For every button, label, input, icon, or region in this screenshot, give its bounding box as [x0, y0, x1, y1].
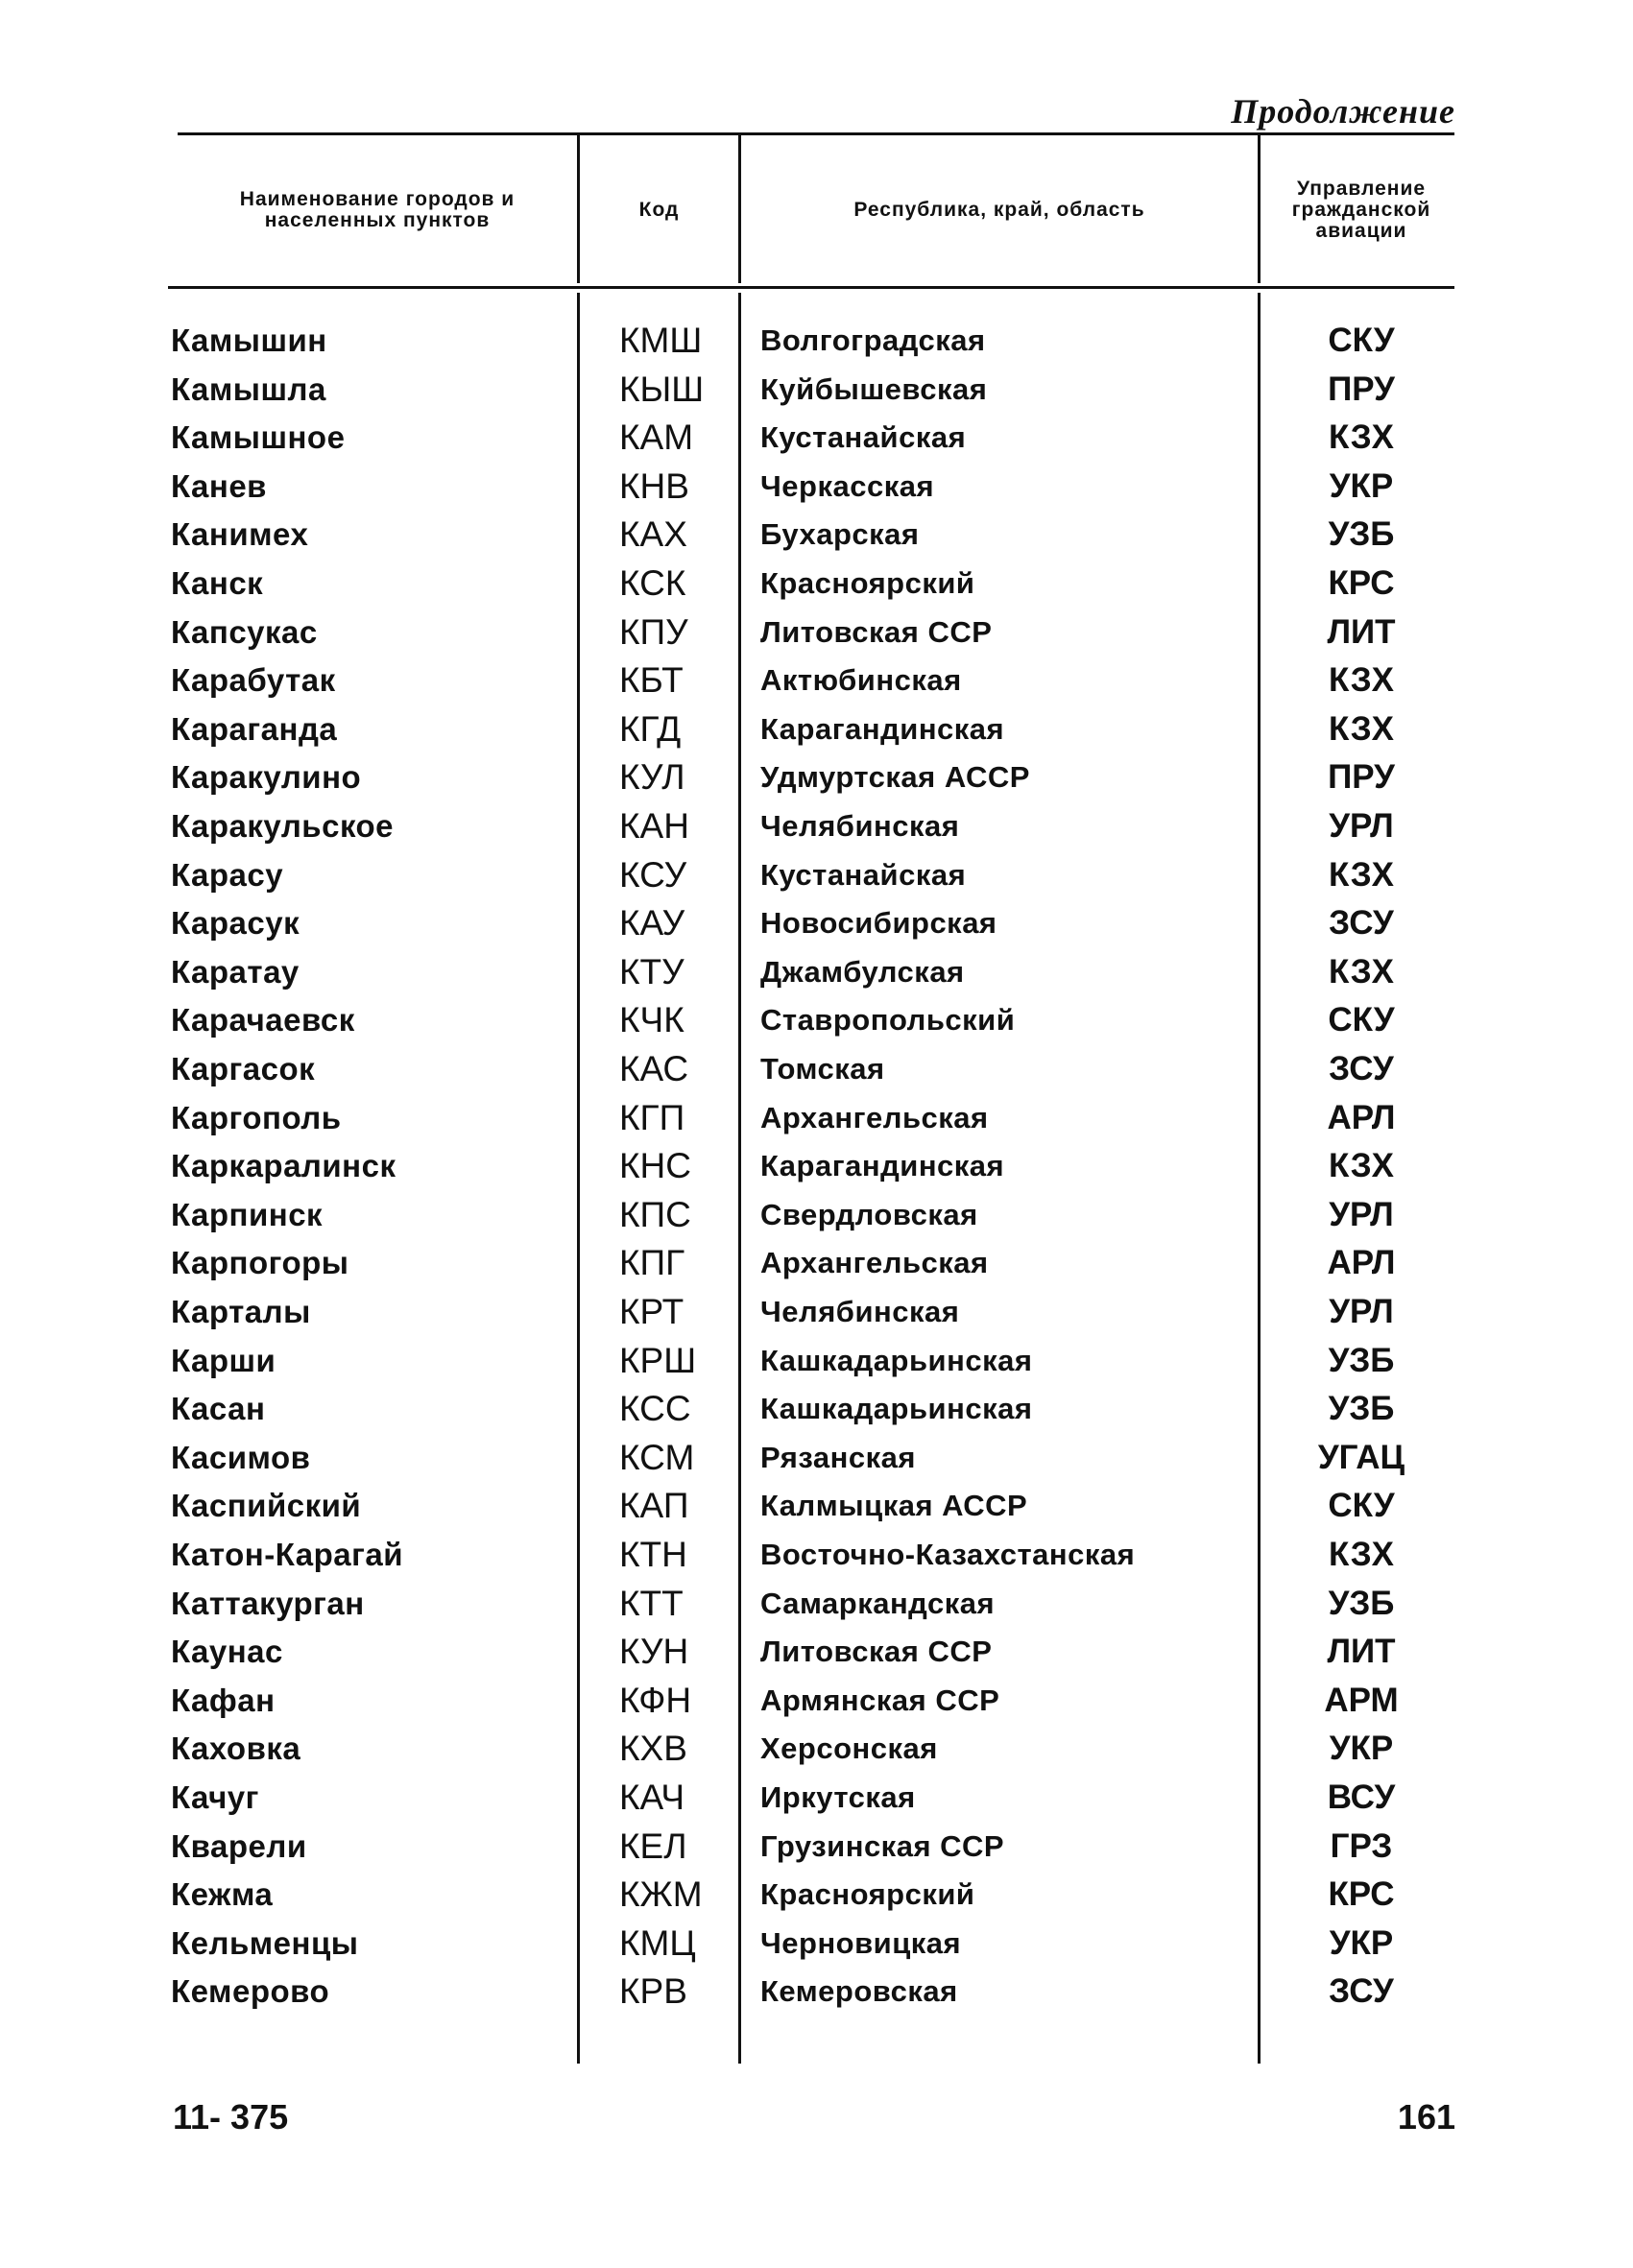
city-code: КСС — [619, 1389, 691, 1428]
aviation-directorate: КЗХ — [1329, 1536, 1394, 1573]
city-name: Канимех — [171, 516, 309, 552]
table-row — [0, 1434, 1633, 1482]
aviation-directorate: ПРУ — [1328, 370, 1395, 408]
city-code: КАС — [619, 1049, 689, 1088]
aviation-directorate: УЗБ — [1328, 1585, 1395, 1622]
region-name: Кашкадарьинская — [760, 1392, 1033, 1425]
region-name: Ставропольский — [760, 1003, 1016, 1037]
city-code: КТН — [619, 1535, 687, 1574]
city-name: Каратау — [171, 954, 300, 990]
city-code: КАП — [619, 1486, 689, 1525]
table-row — [0, 996, 1633, 1044]
city-code: КГП — [619, 1098, 685, 1137]
city-name: Кемерово — [171, 1973, 330, 2009]
aviation-directorate: КЗХ — [1329, 710, 1394, 748]
region-name: Армянская ССР — [760, 1683, 1000, 1717]
table-row — [0, 948, 1633, 996]
aviation-directorate: СКУ — [1328, 322, 1395, 359]
table-row — [0, 1045, 1633, 1093]
city-code: КЖМ — [619, 1874, 703, 1914]
column-divider — [1258, 134, 1261, 283]
city-code: КФН — [619, 1681, 692, 1720]
header-rule — [168, 286, 1454, 289]
aviation-directorate: УРЛ — [1329, 1293, 1394, 1330]
table-row — [0, 560, 1633, 608]
region-name: Кустанайская — [760, 858, 967, 892]
table-row — [0, 609, 1633, 657]
city-name: Каттакурган — [171, 1586, 365, 1621]
table-row — [0, 1482, 1633, 1530]
region-name: Архангельская — [760, 1101, 989, 1134]
header-col-name: Наименование городов и населенных пунктов — [239, 188, 516, 231]
region-name: Челябинская — [760, 809, 960, 843]
aviation-directorate: УЗБ — [1328, 515, 1395, 553]
table-row — [0, 366, 1633, 414]
city-name: Каунас — [171, 1634, 283, 1669]
table-row — [0, 1920, 1633, 1968]
region-name: Херсонская — [760, 1731, 938, 1765]
table-row — [0, 1774, 1633, 1822]
city-code: КТТ — [619, 1584, 684, 1623]
region-name: Удмуртская АССР — [760, 760, 1030, 794]
aviation-directorate: АРЛ — [1327, 1099, 1396, 1136]
region-name: Восточно-Казахстанская — [760, 1538, 1136, 1571]
city-name: Каракульское — [171, 808, 395, 844]
city-name: Каргасок — [171, 1051, 316, 1086]
region-name: Грузинская ССР — [760, 1829, 1005, 1863]
city-name: Катон-Карагай — [171, 1537, 403, 1572]
column-divider — [738, 134, 741, 283]
region-name: Кемеровская — [760, 1974, 958, 2008]
city-code: КПГ — [619, 1243, 685, 1282]
aviation-directorate: КРС — [1328, 564, 1395, 602]
city-name: Карасу — [171, 857, 284, 893]
table-row — [0, 1871, 1633, 1919]
aviation-directorate: КЗХ — [1329, 953, 1394, 991]
aviation-directorate: АРЛ — [1327, 1244, 1396, 1281]
city-name: Карасук — [171, 905, 300, 941]
region-name: Литовская ССР — [760, 615, 993, 649]
table-row — [0, 414, 1633, 462]
city-name: Каргополь — [171, 1100, 342, 1135]
city-code: КЧК — [619, 1000, 684, 1039]
city-name: Капсукас — [171, 614, 318, 650]
header-col-code: Код — [638, 199, 680, 221]
region-name: Бухарская — [760, 517, 920, 551]
city-code: КАН — [619, 806, 689, 846]
table-row — [0, 1968, 1633, 2016]
city-name: Карпогоры — [171, 1245, 349, 1280]
region-name: Челябинская — [760, 1295, 960, 1328]
aviation-directorate: СКУ — [1328, 1001, 1395, 1039]
table-row — [0, 1580, 1633, 1628]
aviation-directorate: КЗХ — [1329, 1147, 1394, 1184]
aviation-directorate: ПРУ — [1328, 758, 1395, 796]
region-name: Волгоградская — [760, 323, 986, 357]
region-name: Джамбулская — [760, 955, 965, 989]
region-name: Кустанайская — [760, 420, 967, 454]
city-name: Канск — [171, 565, 264, 601]
region-name: Красноярский — [760, 566, 975, 600]
city-code: КРВ — [619, 1971, 687, 2011]
city-code: КЕЛ — [619, 1826, 687, 1866]
city-name: Камышин — [171, 322, 327, 358]
continuation-label: Продолжение — [1231, 92, 1455, 131]
city-code: КРТ — [619, 1292, 684, 1331]
region-name: Калмыцкая АССР — [760, 1489, 1028, 1522]
region-name: Черкасская — [760, 469, 935, 503]
city-code: КБТ — [619, 660, 684, 700]
table-row — [0, 1531, 1633, 1579]
aviation-directorate: ЗСУ — [1329, 1972, 1394, 2010]
table-row — [0, 463, 1633, 511]
city-name: Караганда — [171, 711, 338, 747]
aviation-directorate: ЛИТ — [1327, 1633, 1396, 1670]
region-name: Свердловская — [760, 1198, 978, 1231]
region-name: Красноярский — [760, 1877, 975, 1911]
aviation-directorate: СКУ — [1328, 1487, 1395, 1524]
city-name: Каракулино — [171, 759, 362, 795]
aviation-directorate: УРЛ — [1329, 1196, 1394, 1233]
aviation-directorate: УКР — [1329, 1924, 1394, 1962]
table-row — [0, 1142, 1633, 1190]
table-row — [0, 511, 1633, 559]
city-name: Касимов — [171, 1440, 311, 1475]
city-name: Кафан — [171, 1683, 276, 1718]
region-name: Иркутская — [760, 1780, 916, 1814]
city-name: Касан — [171, 1391, 266, 1426]
table-row — [0, 1385, 1633, 1433]
table-row — [0, 1288, 1633, 1336]
city-name: Карачаевск — [171, 1002, 355, 1038]
aviation-directorate: УГАЦ — [1317, 1439, 1405, 1476]
aviation-directorate: ЗСУ — [1329, 1050, 1394, 1087]
region-name: Карагандинская — [760, 712, 1005, 746]
region-name: Карагандинская — [760, 1149, 1005, 1182]
city-code: КАЧ — [619, 1778, 685, 1817]
city-code: КЫШ — [619, 370, 705, 409]
city-code: КПУ — [619, 612, 688, 652]
table-row — [0, 317, 1633, 365]
table-row — [0, 851, 1633, 899]
city-name: Камышное — [171, 419, 346, 455]
aviation-directorate: УКР — [1329, 467, 1394, 505]
column-divider — [577, 134, 580, 283]
city-name: Кварели — [171, 1828, 307, 1864]
aviation-directorate: КЗХ — [1329, 856, 1394, 894]
header-col-region: Республика, край, область — [853, 199, 1145, 221]
city-code: КПС — [619, 1195, 691, 1234]
city-name: Карталы — [171, 1294, 311, 1329]
city-name: Карабутак — [171, 662, 336, 698]
region-name: Томская — [760, 1052, 885, 1086]
city-code: КМШ — [619, 321, 703, 360]
city-code: КАХ — [619, 514, 687, 554]
city-name: Каркаралинск — [171, 1148, 396, 1183]
table-row — [0, 1628, 1633, 1676]
region-name: Черновицкая — [760, 1926, 962, 1960]
table-row — [0, 1823, 1633, 1871]
city-code: КСУ — [619, 855, 687, 895]
city-code: КХВ — [619, 1729, 687, 1768]
region-name: Архангельская — [760, 1246, 989, 1279]
aviation-directorate: ЛИТ — [1327, 613, 1396, 651]
city-name: Каховка — [171, 1731, 301, 1766]
region-name: Актюбинская — [760, 663, 962, 697]
table-row — [0, 802, 1633, 850]
city-code: КУЛ — [619, 757, 685, 797]
aviation-directorate: ЗСУ — [1329, 904, 1394, 942]
table-row — [0, 657, 1633, 704]
city-code: КСМ — [619, 1438, 695, 1477]
table-row — [0, 1239, 1633, 1287]
city-code: КМЦ — [619, 1923, 696, 1963]
city-code: КРШ — [619, 1341, 697, 1380]
aviation-directorate: ВСУ — [1327, 1779, 1396, 1816]
aviation-directorate: ГРЗ — [1330, 1827, 1393, 1865]
region-name: Рязанская — [760, 1441, 916, 1474]
table-row — [0, 705, 1633, 753]
city-code: КНВ — [619, 466, 689, 506]
city-code: КГД — [619, 709, 682, 749]
aviation-directorate: КРС — [1328, 1875, 1395, 1913]
city-code: КНС — [619, 1146, 691, 1185]
aviation-directorate: АРМ — [1324, 1682, 1399, 1719]
region-name: Кашкадарьинская — [760, 1344, 1033, 1377]
city-name: Каспийский — [171, 1488, 362, 1523]
region-name: Самаркандская — [760, 1587, 996, 1620]
city-name: Карпинск — [171, 1197, 324, 1232]
city-code: КУН — [619, 1632, 689, 1671]
aviation-directorate: УКР — [1329, 1730, 1394, 1767]
header-col-aviation: Управление гражданской авиации — [1291, 178, 1431, 242]
region-name: Куйбышевская — [760, 372, 988, 406]
table-row — [0, 1337, 1633, 1385]
aviation-directorate: УЗБ — [1328, 1390, 1395, 1427]
table-row — [0, 753, 1633, 801]
aviation-directorate: КЗХ — [1329, 418, 1394, 456]
city-name: Канев — [171, 468, 267, 504]
city-code: КАМ — [619, 418, 694, 457]
region-name: Новосибирская — [760, 906, 997, 940]
city-name: Качуг — [171, 1779, 259, 1815]
city-name: Кельменцы — [171, 1925, 359, 1961]
table-row — [0, 1191, 1633, 1239]
table-row — [0, 899, 1633, 947]
aviation-directorate: УЗБ — [1328, 1342, 1395, 1379]
aviation-directorate: УРЛ — [1329, 807, 1394, 845]
city-code: КСК — [619, 563, 686, 603]
city-name: Камышла — [171, 371, 326, 407]
footer-signature: 11- 375 — [173, 2097, 289, 2137]
table-row — [0, 1677, 1633, 1725]
city-code: КТУ — [619, 952, 684, 991]
table-row — [0, 1094, 1633, 1142]
city-name: Карши — [171, 1343, 276, 1378]
aviation-directorate: КЗХ — [1329, 661, 1394, 699]
city-name: Кежма — [171, 1876, 274, 1912]
page-number: 161 — [1397, 2097, 1455, 2137]
city-code: КАУ — [619, 903, 685, 943]
table-row — [0, 1725, 1633, 1773]
region-name: Литовская ССР — [760, 1635, 993, 1668]
